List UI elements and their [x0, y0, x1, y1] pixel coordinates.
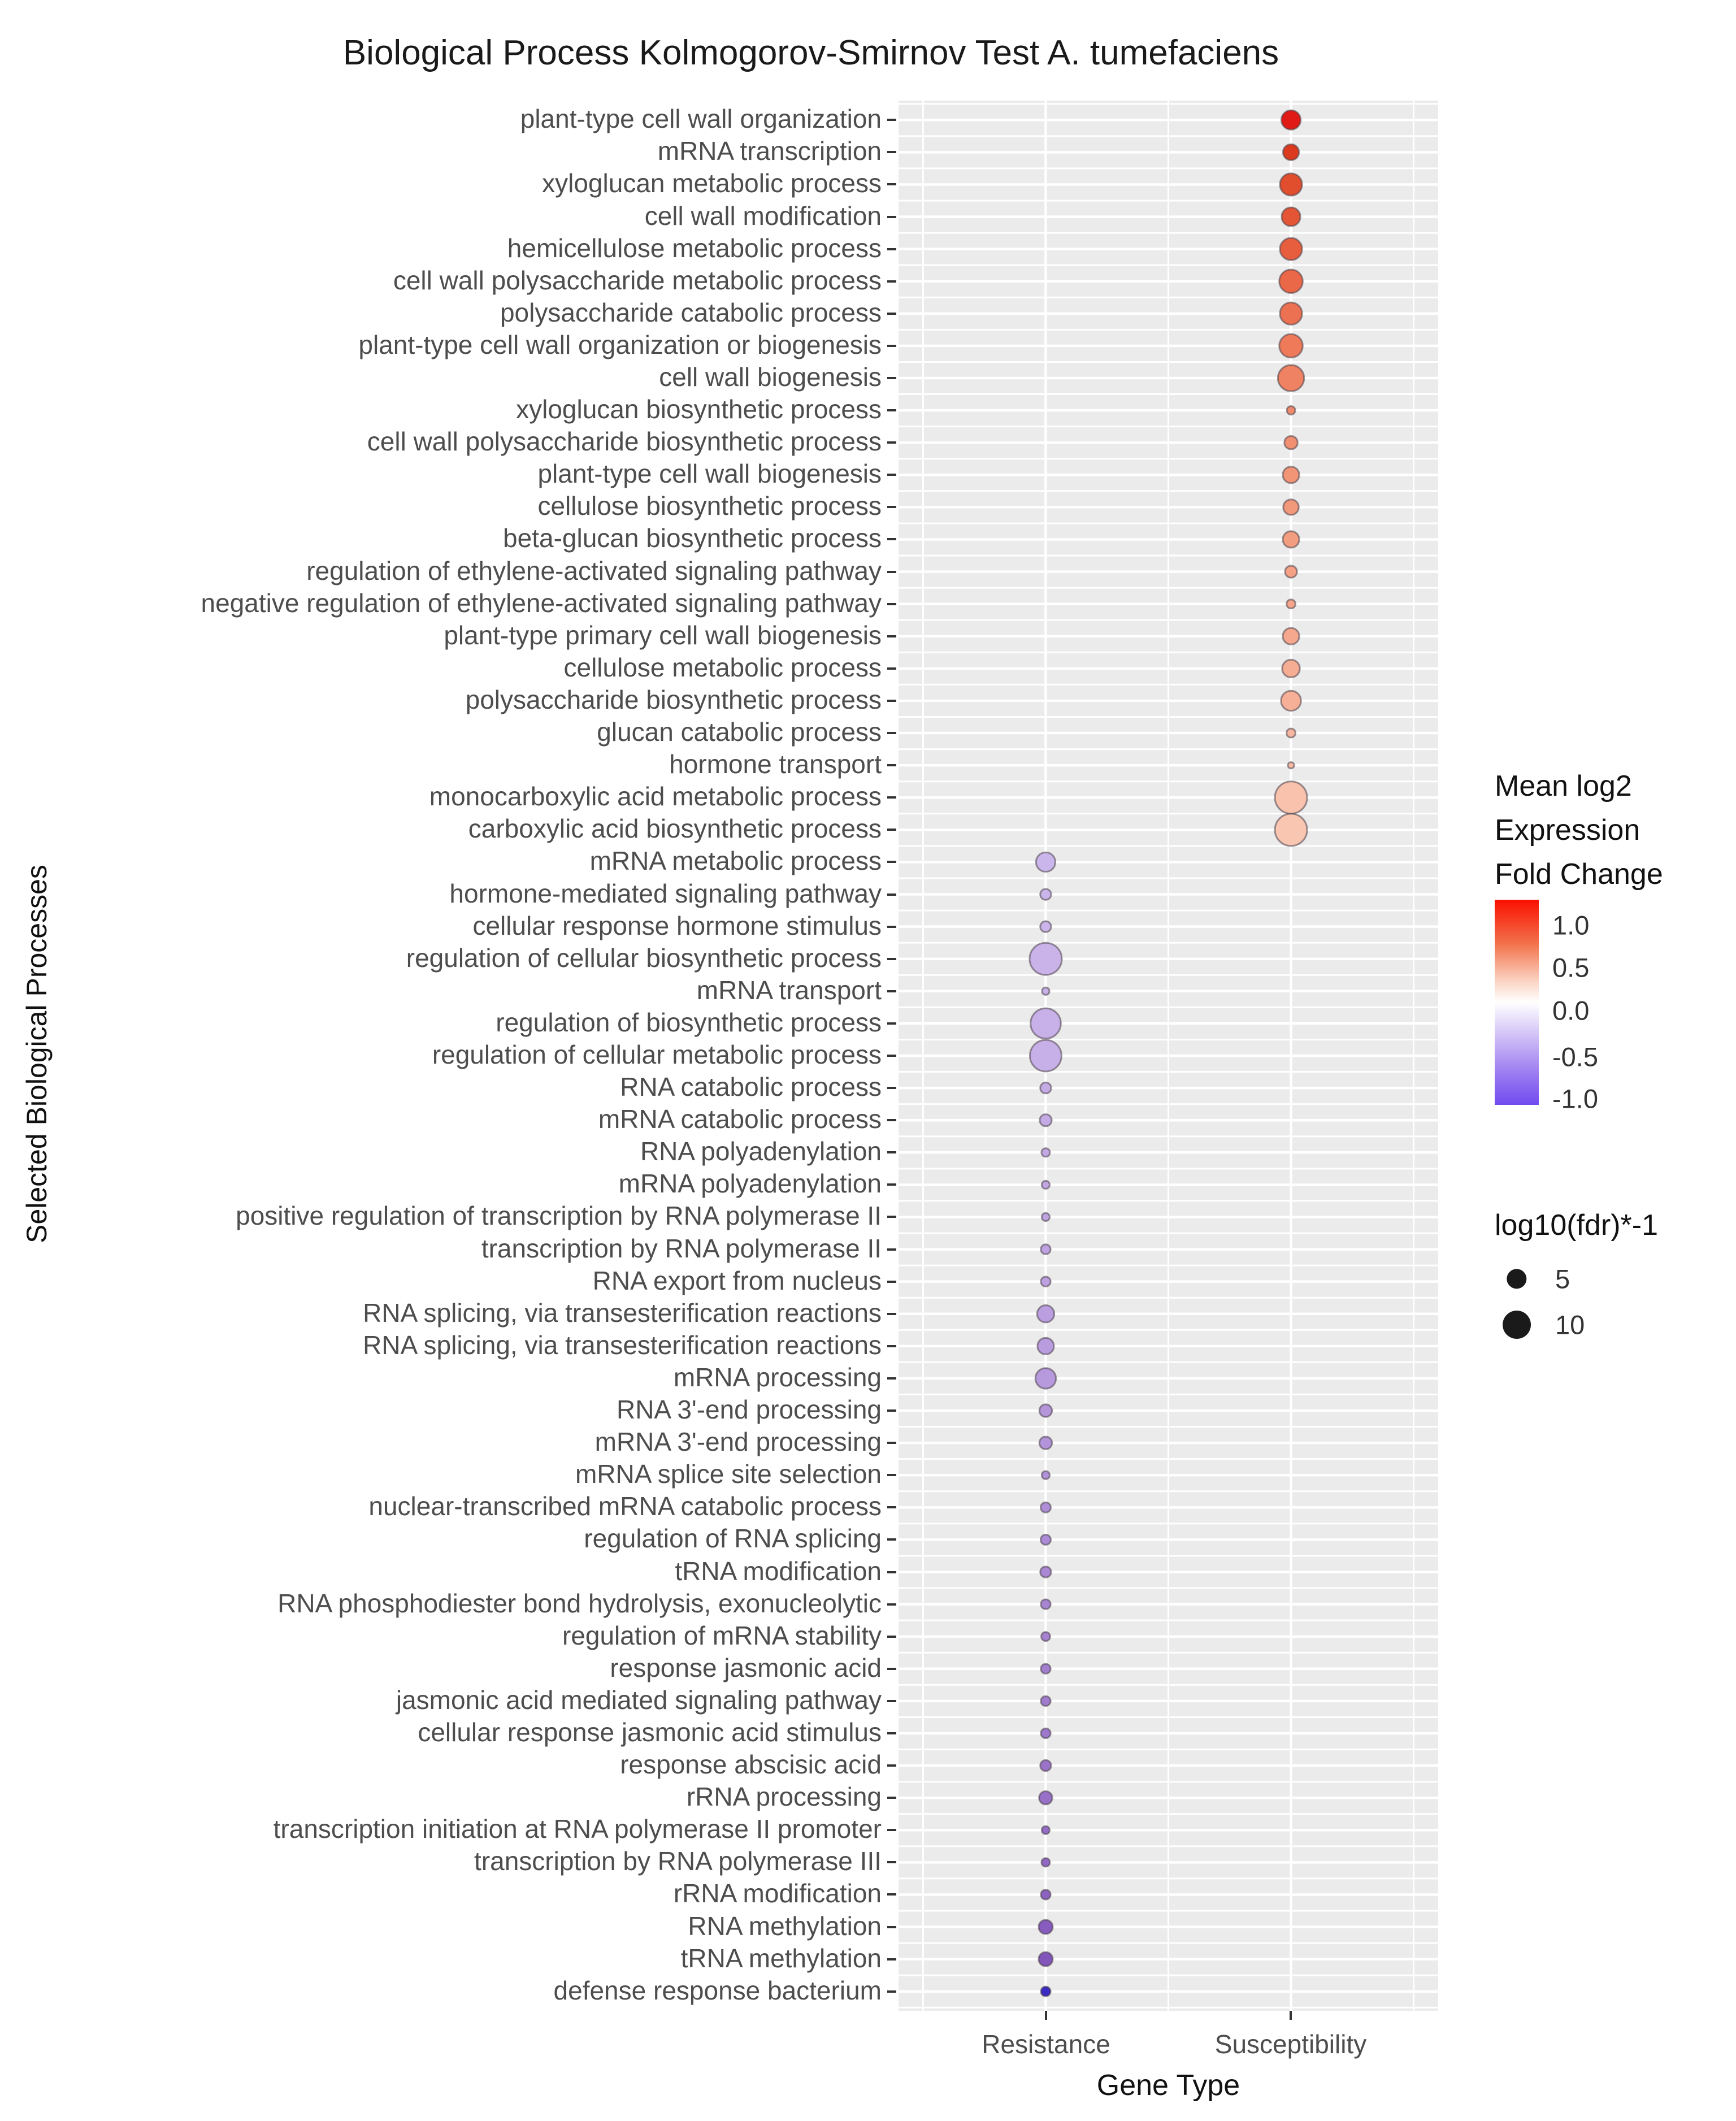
y-tick-mark [887, 1538, 896, 1541]
dot [1280, 238, 1302, 260]
y-tick-label: cellulose metabolic process [563, 652, 882, 682]
y-tick-mark [887, 861, 896, 863]
dot [1283, 628, 1299, 644]
y-tick-label: plant-type cell wall organization [520, 104, 882, 134]
x-tick-label-resistance: Resistance [982, 2029, 1110, 2059]
y-tick-label: plant-type cell wall biogenesis [537, 459, 882, 489]
y-tick-mark [887, 1861, 896, 1863]
dot [1278, 365, 1304, 391]
y-tick-mark [887, 1764, 896, 1767]
y-tick-label: regulation of mRNA stability [562, 1620, 882, 1650]
dot [1040, 889, 1051, 900]
dot [1282, 660, 1300, 677]
dot [1041, 1599, 1051, 1609]
y-tick-mark [887, 345, 896, 347]
y-tick-mark [887, 151, 896, 153]
size-legend-dot [1507, 1269, 1526, 1289]
dot [1281, 110, 1300, 129]
y-tick-label: regulation of biosynthetic process [496, 1007, 882, 1037]
y-tick-mark [887, 1990, 896, 1993]
x-tick-mark [1045, 2011, 1047, 2020]
dot [1041, 1696, 1051, 1706]
y-tick-mark [887, 1055, 896, 1057]
color-legend-tick-label: -0.5 [1552, 1042, 1598, 1072]
y-tick-label: mRNA transcription [657, 136, 882, 166]
y-tick-label: transcription by RNA polymerase II [481, 1233, 882, 1263]
dot [1280, 174, 1302, 196]
dot [1041, 1213, 1049, 1221]
y-tick-label: response jasmonic acid [610, 1652, 882, 1682]
y-tick-mark [887, 441, 896, 444]
y-tick-label: plant-type primary cell wall biogenesis [444, 620, 882, 650]
y-tick-label: cell wall polysaccharide metabolic process [393, 265, 882, 295]
y-tick-mark [887, 1571, 896, 1573]
y-tick-label: rRNA processing [686, 1782, 882, 1812]
y-tick-label: carboxylic acid biosynthetic process [468, 814, 882, 844]
dot [1040, 1502, 1051, 1512]
y-tick-mark [887, 1668, 896, 1670]
dot [1281, 691, 1301, 710]
dot [1031, 1008, 1061, 1039]
y-tick-mark [887, 1926, 896, 1928]
y-tick-label: nuclear-transcribed mRNA catabolic process [368, 1491, 882, 1521]
dot [1283, 144, 1299, 160]
size-legend-dot [1503, 1311, 1531, 1339]
y-tick-label: hemicellulose metabolic process [507, 233, 882, 263]
y-tick-mark [887, 313, 896, 315]
y-tick-mark [887, 1474, 896, 1476]
y-tick-mark [887, 635, 896, 637]
y-tick-label: xyloglucan biosynthetic process [516, 394, 882, 424]
color-legend-tick-label: -1.0 [1552, 1083, 1598, 1114]
dot [1041, 1181, 1049, 1189]
y-tick-label: cellular response hormone stimulus [472, 910, 882, 940]
y-tick-label: monocarboxylic acid metabolic process [429, 782, 882, 812]
dot [1283, 531, 1299, 548]
y-tick-label: RNA methylation [688, 1911, 882, 1941]
y-tick-label: hormone transport [669, 749, 882, 779]
dot [1041, 1728, 1051, 1738]
y-tick-mark [887, 667, 896, 670]
dot [1282, 207, 1300, 226]
dot [1275, 782, 1307, 814]
y-tick-mark [887, 700, 896, 702]
y-tick-mark [887, 1087, 896, 1089]
y-tick-label: RNA splicing, via transesterification reactions [363, 1298, 882, 1328]
color-gradient-bar [1495, 900, 1539, 1105]
y-tick-label: RNA export from nucleus [592, 1265, 882, 1295]
dot [1040, 1567, 1051, 1577]
x-tick-label-susceptibility: Susceptibility [1214, 2029, 1367, 2059]
plot-panel [899, 101, 1438, 2011]
y-tick-label: cellular response jasmonic acid stimulus [418, 1717, 882, 1747]
dot [1041, 1277, 1051, 1286]
color-legend-title: Mean log2 Expression Fold Change [1495, 770, 1663, 891]
y-tick-mark [887, 1216, 896, 1218]
dot [1284, 436, 1297, 449]
y-tick-mark [887, 603, 896, 605]
y-tick-mark [887, 990, 896, 992]
y-tick-label: mRNA metabolic process [589, 846, 882, 876]
y-tick-mark [887, 926, 896, 928]
dot [1040, 1114, 1052, 1126]
dot [1041, 1471, 1049, 1479]
dot [1036, 852, 1055, 871]
y-tick-mark [887, 183, 896, 185]
dot [1038, 1338, 1054, 1354]
x-axis-title: Gene Type [1096, 2069, 1240, 2102]
dot [1040, 1760, 1051, 1771]
y-tick-label: RNA splicing, via transesterification reactions [363, 1330, 882, 1360]
dot [1040, 921, 1051, 932]
y-tick-label: RNA 3'-end processing [616, 1394, 882, 1424]
y-tick-label: xyloglucan metabolic process [542, 168, 882, 198]
dot [1275, 814, 1307, 846]
dot [1283, 500, 1299, 515]
y-tick-mark [887, 1183, 896, 1186]
dot [1288, 762, 1294, 769]
y-tick-label: regulation of cellular biosynthetic process [406, 943, 882, 973]
dot [1039, 1404, 1052, 1417]
y-tick-mark [887, 409, 896, 411]
y-tick-mark [887, 1151, 896, 1153]
dot [1041, 1826, 1049, 1834]
y-tick-label: RNA catabolic process [620, 1072, 882, 1101]
y-tick-label: mRNA catabolic process [598, 1104, 882, 1134]
y-tick-mark [887, 506, 896, 508]
y-tick-mark [887, 1893, 896, 1896]
y-tick-mark [887, 119, 896, 121]
y-tick-label: cell wall modification [644, 201, 882, 231]
y-tick-mark [887, 764, 896, 766]
dot [1041, 1632, 1051, 1641]
dot [1287, 406, 1295, 415]
y-tick-mark [887, 216, 896, 218]
y-tick-label: tRNA methylation [680, 1943, 882, 1973]
y-tick-label: RNA phosphodiester bond hydrolysis, exonucleolytic [277, 1588, 882, 1618]
dot [1035, 1368, 1056, 1389]
y-tick-label: RNA polyadenylation [640, 1137, 882, 1166]
y-tick-label: plant-type cell wall organization or biogenesis [358, 329, 882, 359]
y-tick-mark [887, 1313, 896, 1315]
size-legend-title: log10(fdr)*-1 [1495, 1209, 1659, 1242]
dot [1279, 334, 1303, 358]
dot [1287, 728, 1296, 738]
dot [1040, 1082, 1051, 1093]
y-tick-label: cellulose biosynthetic process [537, 491, 882, 521]
y-tick-label: mRNA 3'-end processing [594, 1426, 882, 1456]
y-tick-mark [887, 1442, 896, 1444]
dot [1037, 1305, 1054, 1322]
size-legend-label: 5 [1555, 1264, 1570, 1294]
y-tick-label: glucan catabolic process [597, 717, 882, 747]
y-tick-mark [887, 1700, 896, 1702]
y-tick-mark [887, 280, 896, 283]
dot [1041, 1858, 1050, 1867]
y-tick-mark [887, 1345, 896, 1347]
y-tick-label: mRNA polyadenylation [618, 1169, 882, 1199]
y-tick-label: regulation of ethylene-activated signaling pathway [306, 556, 882, 585]
dot [1030, 1040, 1062, 1072]
y-tick-label: cell wall polysaccharide biosynthetic process [367, 427, 882, 457]
y-tick-mark [887, 732, 896, 734]
y-tick-label: polysaccharide biosynthetic process [465, 684, 882, 714]
y-tick-mark [887, 958, 896, 960]
y-tick-mark [887, 1829, 896, 1831]
y-tick-label: transcription initiation at RNA polymerase II promoter [273, 1814, 882, 1844]
y-tick-label: regulation of cellular metabolic process [432, 1039, 882, 1069]
y-tick-mark [887, 377, 896, 379]
y-tick-label: beta-glucan biosynthetic process [503, 523, 882, 553]
dot [1287, 600, 1296, 609]
color-legend-tick-label: 1.0 [1552, 910, 1590, 940]
y-tick-label: transcription by RNA polymerase III [474, 1846, 882, 1876]
dot [1039, 1920, 1053, 1934]
y-tick-mark [887, 829, 896, 831]
y-tick-label: jasmonic acid mediated signaling pathway [396, 1685, 882, 1715]
dot [1040, 1534, 1051, 1545]
dot [1279, 270, 1303, 293]
dot [1285, 566, 1297, 578]
dot [1042, 987, 1049, 995]
dot [1039, 1437, 1052, 1449]
y-tick-mark [887, 1958, 896, 1960]
dot [1041, 1890, 1051, 1899]
y-tick-label: positive regulation of transcription by RNA polymerase II [236, 1201, 882, 1231]
y-tick-label: mRNA splice site selection [575, 1459, 882, 1489]
color-legend-tick-label: 0.5 [1552, 952, 1590, 983]
y-tick-label: hormone-mediated signaling pathway [449, 878, 882, 908]
dot [1039, 1952, 1053, 1966]
y-tick-mark [887, 474, 896, 476]
x-tick-mark [1290, 2011, 1292, 2020]
dot [1041, 1986, 1051, 1996]
y-tick-mark [887, 1248, 896, 1251]
y-tick-label: defense response bacterium [553, 1975, 882, 2005]
y-tick-label: polysaccharide catabolic process [500, 297, 882, 327]
y-tick-mark [887, 571, 896, 573]
y-tick-label: cell wall biogenesis [659, 362, 882, 392]
dot [1280, 302, 1302, 324]
dot [1041, 1244, 1051, 1254]
y-tick-mark [887, 1636, 896, 1638]
y-axis-title: Selected Biological Processes [21, 865, 53, 1243]
dot [1041, 1664, 1051, 1673]
y-tick-label: regulation of RNA splicing [584, 1524, 882, 1554]
y-tick-label: response abscisic acid [620, 1749, 882, 1779]
y-tick-mark [887, 538, 896, 540]
size-legend-label: 10 [1555, 1309, 1585, 1340]
y-tick-label: tRNA modification [675, 1556, 882, 1586]
y-tick-mark [887, 1022, 896, 1025]
chart-title: Biological Process Kolmogorov-Smirnov Test A. tumefaciens [342, 33, 1279, 72]
y-tick-label: mRNA transport [696, 975, 882, 1005]
y-tick-mark [887, 1797, 896, 1799]
dot [1041, 1148, 1050, 1157]
y-tick-mark [887, 796, 896, 799]
color-legend-tick-label: 0.0 [1552, 995, 1590, 1026]
y-tick-mark [887, 1409, 896, 1412]
y-tick-mark [887, 248, 896, 250]
y-tick-label: negative regulation of ethylene-activated signaling pathway [201, 588, 882, 618]
dot [1039, 1791, 1052, 1804]
dot [1283, 467, 1299, 483]
y-tick-label: rRNA modification [673, 1879, 882, 1909]
y-tick-mark [887, 1506, 896, 1508]
y-tick-mark [887, 1281, 896, 1283]
y-tick-mark [887, 1377, 896, 1380]
y-tick-mark [887, 1119, 896, 1121]
y-tick-mark [887, 1732, 896, 1734]
dot [1030, 943, 1062, 975]
y-tick-mark [887, 893, 896, 896]
y-tick-mark [887, 1603, 896, 1606]
y-tick-label: mRNA processing [673, 1362, 882, 1392]
